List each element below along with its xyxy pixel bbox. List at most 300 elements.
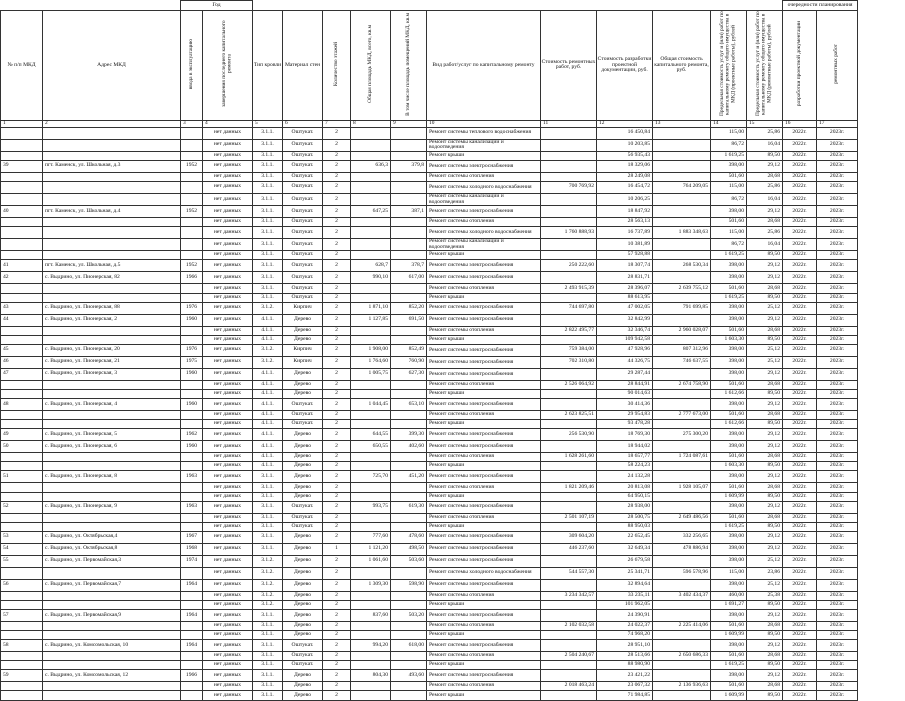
table-cell: 25,86: [747, 181, 783, 193]
table-cell: нет данных: [203, 206, 253, 218]
table-cell: 2: [323, 429, 351, 441]
table-cell: Ремонт крыши: [427, 389, 541, 398]
table-cell: нет данных: [203, 160, 253, 172]
table-cell: 29,12: [747, 206, 783, 218]
column-number: 13: [653, 120, 711, 127]
table-cell: 2022г.: [783, 227, 817, 239]
table-cell: 2: [323, 652, 351, 661]
table-cell: [391, 251, 427, 260]
table-cell: нет данных: [203, 335, 253, 344]
table-cell: [541, 314, 597, 326]
table-cell: 2: [323, 471, 351, 483]
table-cell: 398,00: [711, 344, 747, 356]
table-cell: [541, 127, 597, 139]
table-cell: 2023г.: [817, 462, 858, 471]
table-cell: Оштукат.: [283, 293, 323, 302]
table-cell: [1, 492, 43, 501]
table-cell: 2023г.: [817, 193, 858, 205]
table-cell: 1963: [181, 471, 203, 483]
table-cell: 89,50: [747, 151, 783, 160]
table-cell: 2023г.: [817, 429, 858, 441]
table-cell: Оштукат.: [283, 284, 323, 293]
table-cell: [351, 218, 391, 227]
table-cell: [181, 139, 203, 151]
table-cell: [391, 335, 427, 344]
table-cell: 3.1.1.: [253, 272, 283, 284]
table-cell: с. Выдрино, ул. Комсомольская, 10: [43, 640, 181, 652]
table-cell: 2023г.: [817, 251, 858, 260]
table-cell: 88 980,90: [597, 661, 653, 670]
table-cell: 10 381,89: [597, 239, 653, 251]
table-cell: Дерево: [283, 682, 323, 691]
table-cell: 2: [323, 193, 351, 205]
table-cell: 4.1.1.: [253, 389, 283, 398]
table-row: [1, 441, 858, 453]
table-cell: 2: [323, 356, 351, 368]
table-cell: Дерево: [283, 368, 323, 380]
table-cell: [653, 462, 711, 471]
table-cell: с. Выдрино, ул. Пионерская, 5: [43, 429, 181, 441]
table-cell: 64 950,15: [597, 492, 653, 501]
table-cell: 42: [1, 272, 43, 284]
table-cell: 2: [323, 160, 351, 172]
table-cell: [181, 567, 203, 579]
table-cell: [1, 218, 43, 227]
table-cell: Ремонт системы электроснабжения: [427, 399, 541, 411]
table-cell: [1, 389, 43, 398]
table-cell: [181, 652, 203, 661]
table-cell: [181, 483, 203, 492]
table-row: [1, 640, 858, 652]
table-cell: 647,25: [351, 206, 391, 218]
table-cell: 2023г.: [817, 389, 858, 398]
table-cell: Ремонт системы отопления: [427, 411, 541, 420]
table-cell: 837,60: [351, 609, 391, 621]
table-cell: 1964: [181, 609, 203, 621]
table-cell: 617,00: [391, 272, 427, 284]
table-cell: 2 018 463,24: [541, 682, 597, 691]
table-cell: 54: [1, 543, 43, 555]
table-cell: [351, 591, 391, 600]
table-cell: 1964: [181, 579, 203, 591]
table-cell: 3.1.1.: [253, 251, 283, 260]
table-cell: [653, 579, 711, 591]
table-cell: 49: [1, 429, 43, 441]
table-cell: 2: [323, 302, 351, 314]
table-cell: 451,20: [391, 471, 427, 483]
table-cell: 501,60: [711, 218, 747, 227]
table-cell: Ремонт системы электроснабжения: [427, 555, 541, 567]
table-cell: [1, 652, 43, 661]
table-cell: [541, 555, 597, 567]
table-cell: [43, 420, 181, 429]
table-cell: [1, 326, 43, 335]
table-cell: [181, 172, 203, 181]
table-cell: [391, 691, 427, 700]
table-cell: 619,30: [391, 501, 427, 513]
table-cell: нет данных: [203, 399, 253, 411]
table-cell: нет данных: [203, 600, 253, 609]
table-cell: Ремонт крыши: [427, 251, 541, 260]
table-cell: [653, 368, 711, 380]
table-cell: [351, 335, 391, 344]
table-cell: 2: [323, 139, 351, 151]
table-cell: 23,86: [747, 567, 783, 579]
table-cell: [653, 127, 711, 139]
column-header: ввода в эксплуатацию: [181, 11, 203, 121]
table-cell: 807 312,96: [653, 344, 711, 356]
table-cell: пгт. Каменск, ул. Школьная, д.5: [43, 260, 181, 272]
table-cell: [1, 227, 43, 239]
table-row: [1, 314, 858, 326]
table-cell: 478,60: [391, 531, 427, 543]
column-header: Вид работ/услуг по капитальному ремонту: [427, 11, 541, 121]
table-row: [1, 453, 858, 462]
table-cell: [541, 368, 597, 380]
table-cell: Оштукат.: [283, 522, 323, 531]
table-cell: [43, 181, 181, 193]
table-cell: 25,12: [747, 302, 783, 314]
table-cell: 501,60: [711, 682, 747, 691]
table-cell: [43, 139, 181, 151]
table-cell: 25,12: [747, 555, 783, 567]
table-cell: Дерево: [283, 471, 323, 483]
table-cell: 398,00: [711, 160, 747, 172]
table-cell: нет данных: [203, 127, 253, 139]
table-cell: 90 014,63: [597, 389, 653, 398]
table-row: [1, 251, 858, 260]
table-cell: нет данных: [203, 239, 253, 251]
table-cell: [391, 462, 427, 471]
table-cell: 628,7: [351, 260, 391, 272]
table-cell: пгт. Каменск, ул. Школьная, д.3: [43, 160, 181, 172]
table-cell: Ремонт системы канализации и водоотведения: [427, 139, 541, 151]
table-cell: 20 813,08: [597, 483, 653, 492]
table-cell: 399,30: [391, 429, 427, 441]
table-cell: 2022г.: [783, 151, 817, 160]
table-cell: [541, 462, 597, 471]
table-cell: [43, 600, 181, 609]
table-cell: 32 842,99: [597, 314, 653, 326]
table-cell: 2 777 673,00: [653, 411, 711, 420]
table-cell: 1 821 209,46: [541, 483, 597, 492]
table-cell: 4.1.1.: [253, 441, 283, 453]
table-cell: [541, 172, 597, 181]
table-cell: [351, 326, 391, 335]
table-cell: 3.1.1.: [253, 543, 283, 555]
table-cell: нет данных: [203, 631, 253, 640]
table-cell: Оштукат.: [283, 513, 323, 522]
table-cell: [351, 293, 391, 302]
table-cell: [541, 160, 597, 172]
table-cell: нет данных: [203, 555, 253, 567]
table-cell: Ремонт крыши: [427, 420, 541, 429]
table-cell: Дерево: [283, 429, 323, 441]
table-cell: 446 237,60: [541, 543, 597, 555]
table-cell: 28,68: [747, 483, 783, 492]
table-row: [1, 691, 858, 700]
table-cell: [1, 151, 43, 160]
table-cell: 2022г.: [783, 453, 817, 462]
table-cell: 2022г.: [783, 218, 817, 227]
table-cell: Дерево: [283, 380, 323, 389]
table-cell: 3.1.1.: [253, 193, 283, 205]
table-cell: 2 960 028,07: [653, 326, 711, 335]
table-cell: [653, 293, 711, 302]
table-row: [1, 531, 858, 543]
table-cell: 93 478,28: [597, 420, 653, 429]
table-cell: [653, 640, 711, 652]
table-cell: [391, 631, 427, 640]
table-cell: 16,04: [747, 139, 783, 151]
table-cell: [181, 522, 203, 531]
table-cell: [181, 326, 203, 335]
table-cell: Оштукат.: [283, 239, 323, 251]
table-cell: 2: [323, 522, 351, 531]
table-cell: 2023г.: [817, 531, 858, 543]
table-cell: [43, 151, 181, 160]
table-cell: 1 764,60: [351, 356, 391, 368]
table-cell: 2023г.: [817, 380, 858, 389]
table-cell: 45: [1, 344, 43, 356]
table-cell: [43, 513, 181, 522]
table-cell: 2: [323, 492, 351, 501]
table-cell: нет данных: [203, 621, 253, 630]
table-cell: 379,8: [391, 160, 427, 172]
table-cell: [391, 513, 427, 522]
table-cell: 1952: [181, 206, 203, 218]
table-cell: [351, 652, 391, 661]
table-cell: 89,50: [747, 631, 783, 640]
table-cell: с. Выдрино, ул. Пионерская, 88: [43, 302, 181, 314]
table-cell: [351, 411, 391, 420]
table-cell: с. Выдрино, ул. Пионерская, 4: [43, 399, 181, 411]
table-cell: [1, 567, 43, 579]
table-cell: Дерево: [283, 600, 323, 609]
table-cell: 16 737,89: [597, 227, 653, 239]
table-cell: Оштукат.: [283, 172, 323, 181]
table-cell: [181, 251, 203, 260]
table-cell: 28 563,13: [597, 218, 653, 227]
table-cell: 89,50: [747, 335, 783, 344]
table-cell: 56 935,43: [597, 151, 653, 160]
table-cell: 2022г.: [783, 682, 817, 691]
column-header: разработки проектной документации: [783, 11, 817, 121]
table-cell: 74 968,20: [597, 631, 653, 640]
table-cell: 101 962,05: [597, 600, 653, 609]
table-cell: нет данных: [203, 682, 253, 691]
table-cell: 2022г.: [783, 513, 817, 522]
table-cell: 28,68: [747, 453, 783, 462]
table-cell: 1 724 087,61: [653, 453, 711, 462]
table-cell: 1 871,10: [351, 302, 391, 314]
table-cell: [181, 284, 203, 293]
table-cell: [1, 513, 43, 522]
table-cell: [43, 462, 181, 471]
table-cell: 250 222,60: [541, 260, 597, 272]
table-cell: 2: [323, 172, 351, 181]
table-cell: [653, 399, 711, 411]
table-cell: Ремонт крыши: [427, 335, 541, 344]
table-cell: 3.1.1.: [253, 513, 283, 522]
table-cell: [43, 389, 181, 398]
table-cell: 28 500,75: [597, 513, 653, 522]
table-cell: 59: [1, 670, 43, 682]
table-cell: 2023г.: [817, 368, 858, 380]
table-cell: Ремонт системы электроснабжения: [427, 531, 541, 543]
table-cell: [43, 411, 181, 420]
table-cell: 29,12: [747, 609, 783, 621]
table-cell: 25,38: [747, 591, 783, 600]
column-header: № п/п МКД: [1, 11, 43, 121]
column-header: Адрес МКД: [43, 11, 181, 121]
table-cell: 760,90: [391, 356, 427, 368]
table-cell: 398,00: [711, 531, 747, 543]
table-cell: 2022г.: [783, 368, 817, 380]
table-cell: 2023г.: [817, 621, 858, 630]
table-row: [1, 139, 858, 151]
table-cell: Ремонт системы отопления: [427, 453, 541, 462]
table-cell: Оштукат.: [283, 160, 323, 172]
table-cell: Оштукат.: [283, 652, 323, 661]
table-cell: 275 300,20: [653, 429, 711, 441]
table-cell: 28 249,08: [597, 172, 653, 181]
table-cell: [541, 389, 597, 398]
table-cell: 2022г.: [783, 579, 817, 591]
table-row: [1, 356, 858, 368]
table-cell: 3.1.2.: [253, 567, 283, 579]
table-cell: нет данных: [203, 389, 253, 398]
table-cell: Ремонт системы отопления: [427, 483, 541, 492]
table-cell: 4.1.1.: [253, 380, 283, 389]
table-cell: 2023г.: [817, 522, 858, 531]
table-cell: [1, 661, 43, 670]
table-cell: 398,00: [711, 471, 747, 483]
table-cell: 478 886,94: [653, 543, 711, 555]
table-cell: [391, 172, 427, 181]
table-cell: 1 609,99: [711, 631, 747, 640]
table-cell: [391, 380, 427, 389]
table-cell: 2: [323, 591, 351, 600]
table-cell: 700 769,92: [541, 181, 597, 193]
table-cell: Ремонт крыши: [427, 462, 541, 471]
table-cell: 2023г.: [817, 513, 858, 522]
table-cell: 2022г.: [783, 652, 817, 661]
table-row: [1, 567, 858, 579]
table-cell: 2023г.: [817, 543, 858, 555]
table-cell: Ремонт крыши: [427, 492, 541, 501]
table-cell: 1976: [181, 302, 203, 314]
column-number: 10: [427, 120, 541, 127]
table-cell: нет данных: [203, 462, 253, 471]
table-cell: 2: [323, 670, 351, 682]
table-cell: 2022г.: [783, 471, 817, 483]
table-cell: 115,00: [711, 127, 747, 139]
table-cell: 1: [323, 543, 351, 555]
table-row: [1, 661, 858, 670]
table-cell: [43, 335, 181, 344]
table-cell: [43, 522, 181, 531]
table-cell: 2023г.: [817, 682, 858, 691]
table-cell: 3.1.1.: [253, 127, 283, 139]
table-cell: 1 127,85: [351, 314, 391, 326]
table-cell: 2: [323, 284, 351, 293]
table-cell: 4.1.1.: [253, 326, 283, 335]
table-cell: 2022г.: [783, 567, 817, 579]
table-cell: 16 454,72: [597, 181, 653, 193]
table-cell: 32 649,34: [597, 543, 653, 555]
table-cell: 2: [323, 218, 351, 227]
table-cell: [541, 609, 597, 621]
table-cell: 2: [323, 453, 351, 462]
table-cell: нет данных: [203, 453, 253, 462]
table-cell: [541, 522, 597, 531]
table-cell: [541, 193, 597, 205]
table-cell: Ремонт системы электроснабжения: [427, 670, 541, 682]
table-cell: [541, 579, 597, 591]
table-cell: нет данных: [203, 691, 253, 700]
table-cell: 29,12: [747, 399, 783, 411]
table-cell: Дерево: [283, 453, 323, 462]
table-cell: 2: [323, 567, 351, 579]
table-cell: 29,12: [747, 368, 783, 380]
table-cell: [653, 670, 711, 682]
table-cell: Дерево: [283, 389, 323, 398]
table-cell: [541, 139, 597, 151]
table-cell: 1 628 261,60: [541, 453, 597, 462]
table-cell: 58 224,23: [597, 462, 653, 471]
table-cell: с. Выдрино, ул. Комсомольская, 12: [43, 670, 181, 682]
table-cell: 332 256,65: [653, 531, 711, 543]
table-cell: нет данных: [203, 420, 253, 429]
table-cell: Дерево: [283, 326, 323, 335]
table-cell: 28,68: [747, 284, 783, 293]
table-cell: 2023г.: [817, 239, 858, 251]
header-columns-row: [1, 11, 858, 121]
table-cell: [653, 441, 711, 453]
table-cell: 3.1.1.: [253, 206, 283, 218]
table-cell: 2 136 936,63: [653, 682, 711, 691]
table-cell: 1 883 348,63: [653, 227, 711, 239]
table-cell: 2: [323, 314, 351, 326]
table-cell: с. Выдрино, ул. Пионерская, 3: [43, 368, 181, 380]
table-cell: 2022г.: [783, 621, 817, 630]
table-cell: 2022г.: [783, 284, 817, 293]
table-cell: Ремонт системы электроснабжения: [427, 640, 541, 652]
table-cell: 29,12: [747, 543, 783, 555]
table-cell: 28,68: [747, 380, 783, 389]
table-cell: 1 121,20: [351, 543, 391, 555]
table-cell: 804,30: [351, 670, 391, 682]
table-cell: Оштукат.: [283, 411, 323, 420]
table-cell: 3.1.1.: [253, 172, 283, 181]
table-cell: 398,00: [711, 260, 747, 272]
table-cell: 2: [323, 691, 351, 700]
table-cell: [391, 127, 427, 139]
table-cell: нет данных: [203, 522, 253, 531]
table-cell: Оштукат.: [283, 151, 323, 160]
table-cell: 398,00: [711, 314, 747, 326]
table-cell: Ремонт системы отопления: [427, 284, 541, 293]
table-cell: 501,60: [711, 326, 747, 335]
table-cell: 89,50: [747, 600, 783, 609]
table-cell: [653, 389, 711, 398]
table-cell: 2022г.: [783, 139, 817, 151]
table-cell: 501,60: [711, 513, 747, 522]
table-cell: [351, 600, 391, 609]
table-row: [1, 206, 858, 218]
table-cell: 503,20: [391, 609, 427, 621]
